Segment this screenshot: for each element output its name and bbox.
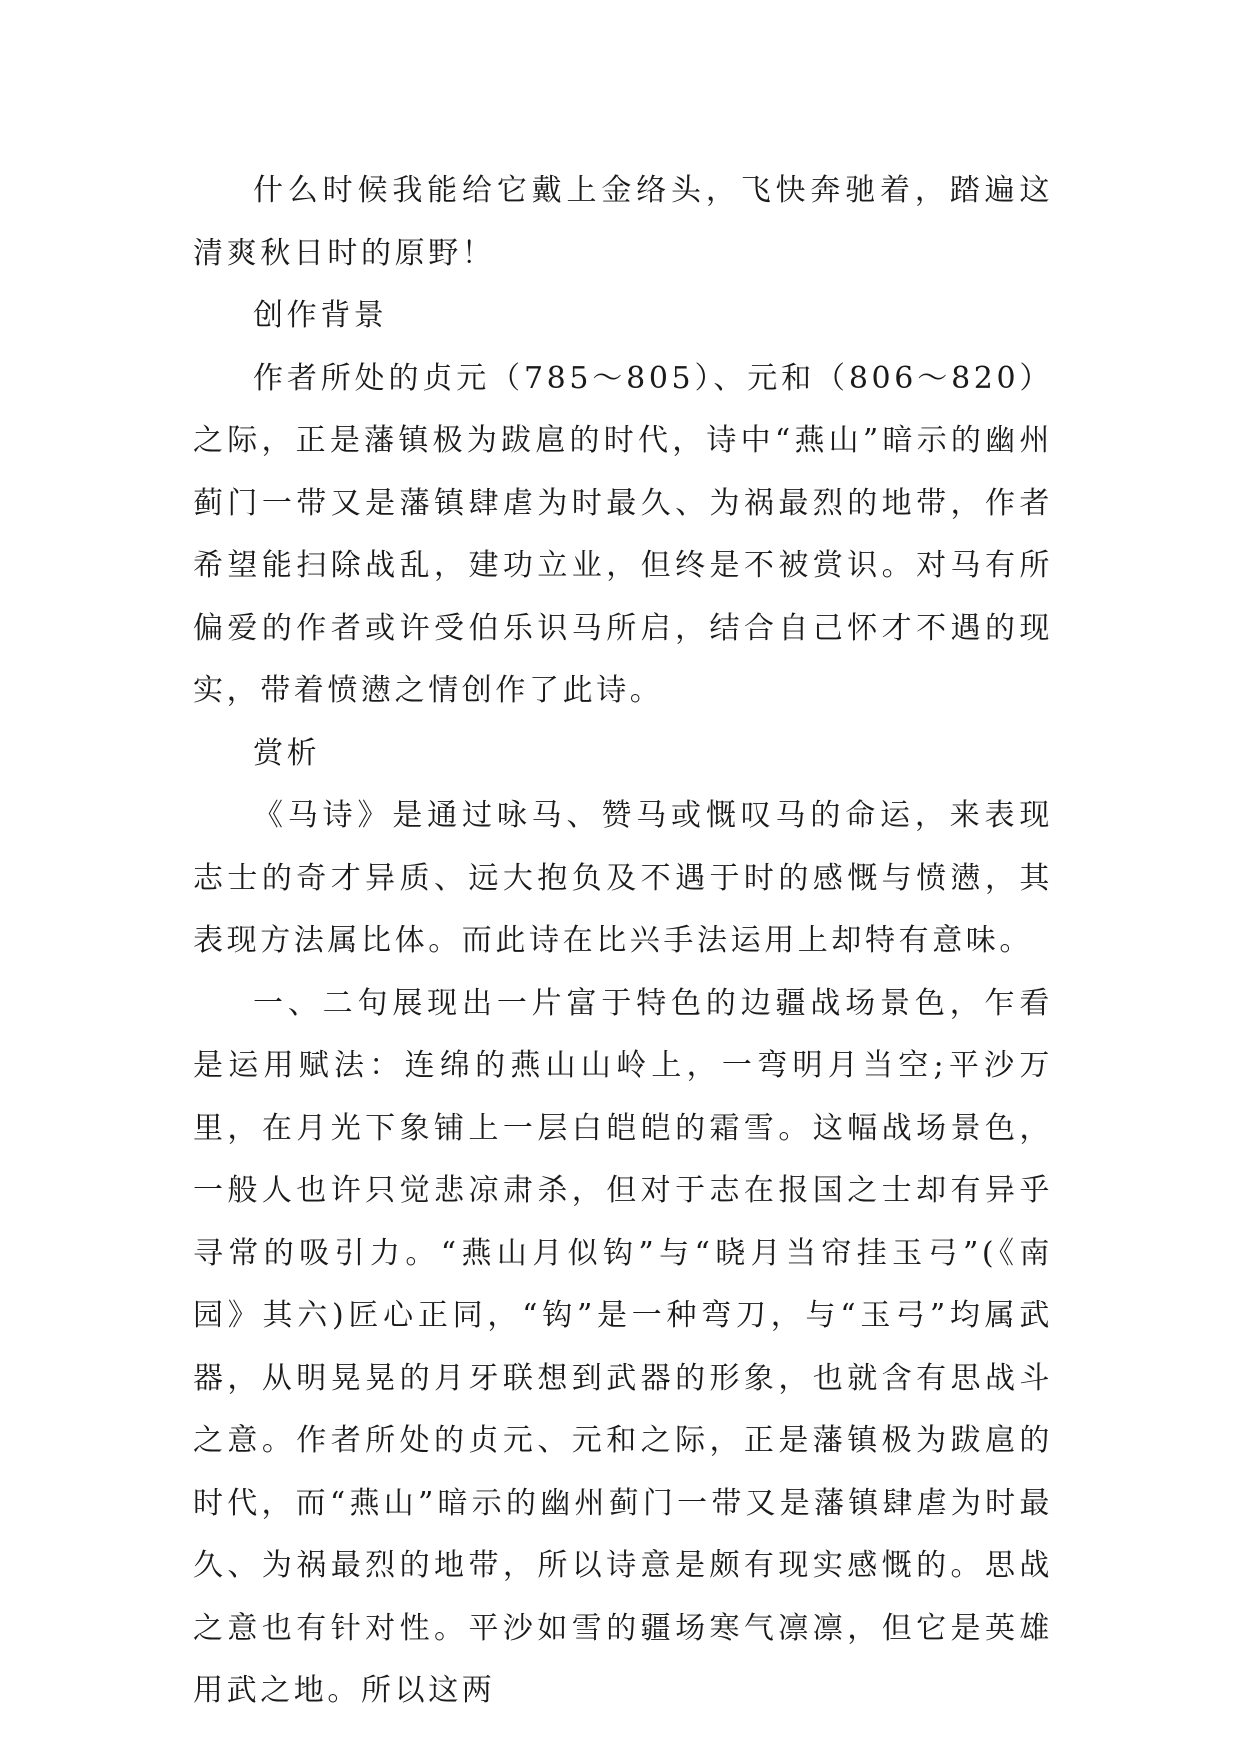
paragraph-poem-translation: 什么时候我能给它戴上金络头，飞快奔驰着，踏遍这清爽秋日时的原野！ <box>193 173 1053 271</box>
paragraph-creation-background: 作者所处的贞元（785～805）、元和（806～820）之际，正是藩镇极为跋扈的时代，诗中“燕山”暗示的幽州蓟门一带又是藩镇肆虐为时最久、为祸最烈的地带，作者希望能扫除战乱，建功立业，但终是不被赏识。对马有所偏爱的作者或许受伯乐识马所启，结合自己怀才不遇的现实，带着愤懑之情创作了此诗。 <box>193 360 1053 708</box>
document-page <box>193 160 1053 1723</box>
heading-appreciation: 赏析 <box>253 735 321 771</box>
paragraph-appreciation-analysis: 一、二句展现出一片富于特色的边疆战场景色，乍看是运用赋法：连绵的燕山山岭上，一弯明月当空;平沙万里，在月光下象铺上一层白皑皑的霜雪。这幅战场景色，一般人也许只觉悲凉肃杀，但对于志在报国之士却有异乎寻常的吸引力。“燕山月似钩”与“晓月当帘挂玉弓”(《南园》其六)匠心正同，“钩”是一种弯刀，与“玉弓”均属武器，从明晃晃的月牙联想到武器的形象，也就含有思战斗之意。作者所处的贞元、元和之际，正是藩镇极为跋扈的时代，而“燕山”暗示的幽州蓟门一带又是藩镇肆虐为时最久、为祸最烈的地带，所以诗意是颇有现实感慨的。思战之意也有针对性。平沙如雪的疆场寒气凛凛，但它是英雄用武之地。所以这两 <box>193 985 1053 1708</box>
paragraph-appreciation-intro: 《马诗》是通过咏马、赞马或慨叹马的命运，来表现志士的奇才异质、远大抱负及不遇于时的感慨与愤懑，其表现方法属比体。而此诗在比兴手法运用上却特有意味。 <box>193 798 1053 958</box>
heading-creation-background: 创作背景 <box>253 298 388 333</box>
